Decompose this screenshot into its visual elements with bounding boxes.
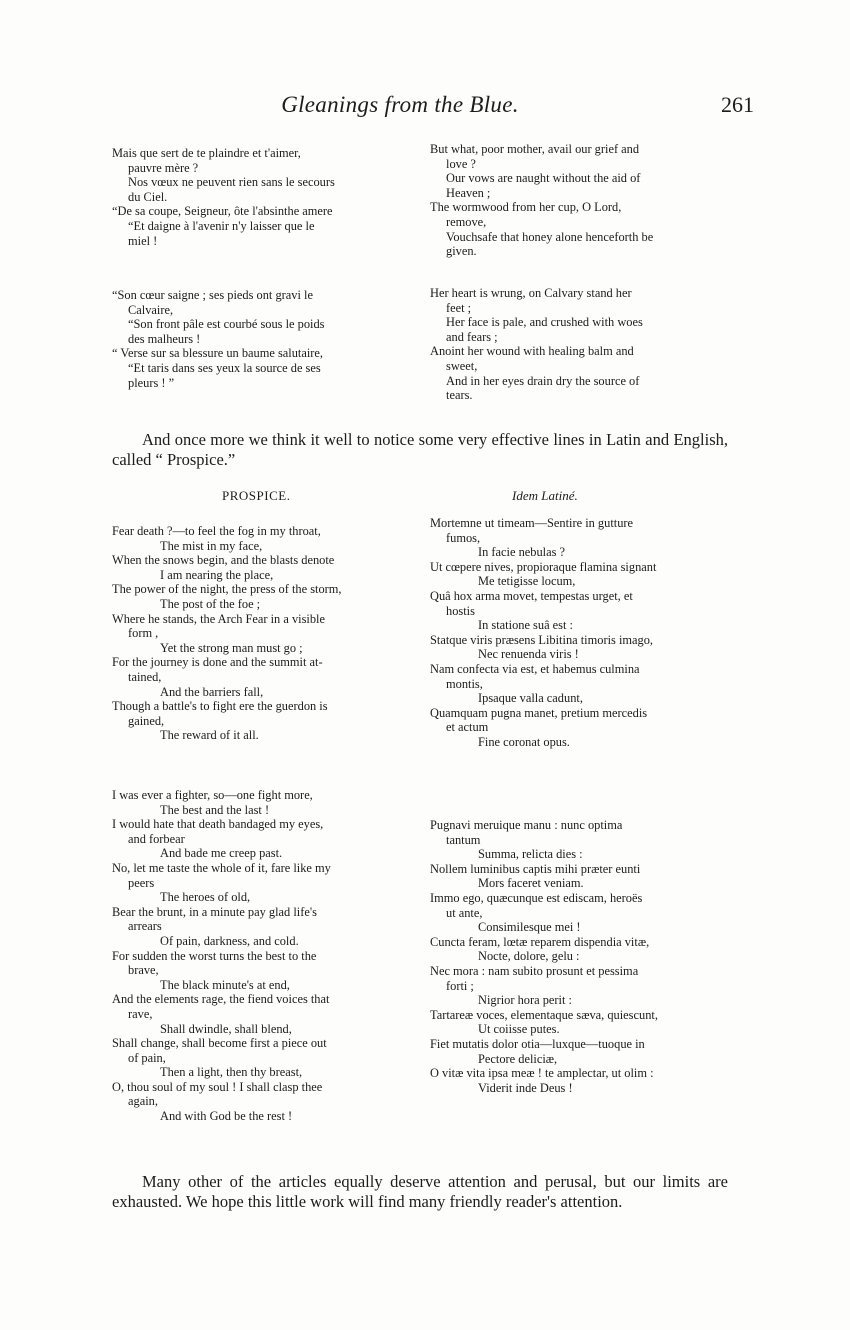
page-number: 261 [721, 92, 754, 117]
verse-line: and forbear [128, 831, 185, 846]
verse-line: again, [128, 1094, 158, 1109]
verse-line: The reward of it all. [160, 728, 259, 743]
verse-line: Fiet mutatis dolor otia—luxque—tuoque in [430, 1036, 645, 1051]
verse-line: Bear the brunt, in a minute pay glad life's [112, 904, 317, 919]
verse-line: The power of the night, the press of the storm, [112, 582, 342, 597]
verse-line: Shall dwindle, shall blend, [160, 1021, 292, 1036]
verse-line: The best and the last ! [160, 802, 270, 817]
verse-line: Pectore deliciæ, [478, 1051, 558, 1066]
verse-line: For sudden the worst turns the best to the [112, 948, 317, 963]
verse-line: and fears ; [446, 329, 498, 344]
verse-line: In statione suâ est : [478, 618, 573, 633]
verse-line: tained, [128, 669, 162, 684]
verse-line: Calvaire, [128, 302, 174, 317]
closing-paragraph-text: Many other of the articles equally deserve attention and perusal, but our limits are exhausted. We hope this little work will find many friendly reader's attention. [112, 1172, 728, 1211]
verse-line: tantum [446, 832, 481, 847]
verse-line: Quâ hox arma movet, tempestas urget, et [430, 588, 633, 603]
verse-line: rave, [128, 1006, 153, 1021]
verse-line: du Ciel. [128, 189, 168, 204]
verse-line: Viderit inde Deus ! [478, 1080, 573, 1095]
verse-line: Her heart is wrung, on Calvary stand her [430, 286, 632, 300]
verse-line: pleurs ! ” [128, 375, 175, 390]
verse-line: Nigrior hora perit : [478, 993, 572, 1008]
verse-line: In facie nebulas ? [478, 545, 566, 560]
verse-line: And with God be the rest ! [160, 1109, 293, 1124]
prospice-english-stanza2 [112, 788, 412, 1124]
verse-line: And the barriers fall, [160, 684, 264, 699]
verse-line: Nollem luminibus captis mihi præter eunti [430, 861, 641, 876]
verse-line: I am nearing the place, [160, 567, 274, 582]
verse-line: fumos, [446, 530, 481, 545]
verse-line: brave, [128, 963, 159, 978]
verse-line: Pugnavi meruique manu : nunc optima [430, 818, 623, 832]
verse-line: Heaven ; [446, 185, 491, 200]
verse-line: Vouchsafe that honey alone henceforth be [446, 229, 654, 244]
verse-line: The wormwood from her cup, O Lord, [430, 200, 622, 215]
verse-line: Mais que sert de te plaindre et t'aimer, [112, 146, 301, 160]
verse-line: Ut coiisse putes. [478, 1022, 560, 1037]
verse-line: Her face is pale, and crushed with woes [446, 315, 643, 330]
running-head-title: Gleanings from the Blue. [281, 92, 519, 117]
verse-line: The black minute's at end, [160, 977, 290, 992]
verse-line: Yet the strong man must go ; [160, 640, 303, 655]
verse-line: O, thou soul of my soul ! I shall clasp thee [112, 1079, 323, 1094]
verse-line: sweet, [446, 358, 478, 373]
verse-line: Statque viris præsens Libitina timoris imago, [430, 632, 654, 647]
prospice-latin-title: Idem Latiné. [512, 488, 578, 503]
verse-line: et actum [446, 720, 489, 735]
verse-line: Mors faceret veniam. [478, 876, 584, 891]
verse-line: Nec renuenda viris ! [478, 647, 579, 662]
verse-line: Fear death ?—to feel the fog in my throat, [112, 524, 321, 538]
verse-line: gained, [128, 713, 165, 728]
verse-line: montis, [446, 676, 483, 691]
verse-line: Shall change, shall become first a piece out [112, 1036, 327, 1051]
verse-line: Fine coronat opus. [478, 734, 570, 749]
verse-line: For the journey is done and the summit at- [112, 655, 323, 670]
prospice-latin-stanza2 [430, 818, 730, 1095]
verse-line: I would hate that death bandaged my eyes, [112, 817, 324, 832]
verse-line: No, let me taste the whole of it, fare like my [112, 860, 331, 875]
verse-line: of pain, [128, 1050, 166, 1065]
verse-line: Anoint her wound with healing balm and [430, 344, 634, 359]
verse-line: Nec mora : nam subito prosunt et pessima [430, 963, 639, 978]
verse-line: given. [446, 244, 477, 259]
verse-line: peers [128, 875, 155, 890]
verse-line: “De sa coupe, Seigneur, ôte l'absinthe amere [112, 204, 333, 219]
verse-line: Nos vœux ne peuvent rien sans le secours [128, 175, 335, 190]
verse-line: The post of the foe ; [160, 596, 261, 611]
verse-line: feet ; [446, 300, 472, 315]
closing-paragraph [112, 1172, 728, 1212]
verse-line: form , [128, 626, 159, 641]
verse-line: ut ante, [446, 905, 483, 920]
verse-line: Immo ego, quæcunque est ediscam, heroës [430, 890, 643, 905]
poem1-english-stanza2 [430, 286, 730, 403]
verse-line: Nocte, dolore, gelu : [478, 949, 580, 964]
verse-line: hostis [446, 603, 475, 618]
prospice-english-title: PROSPICE. [222, 488, 291, 503]
verse-line: pauvre mère ? [128, 160, 199, 175]
verse-line: arrears [128, 919, 162, 934]
verse-line: Ut cœpere nives, propioraque flamina signant [430, 559, 657, 574]
verse-line: remove, [446, 214, 487, 229]
verse-line: I was ever a fighter, so—one fight more, [112, 788, 313, 802]
prospice-latin-stanza1 [430, 516, 730, 750]
verse-line: Then a light, then thy breast, [160, 1065, 303, 1080]
verse-line: Where he stands, the Arch Fear in a visible [112, 611, 325, 626]
poem1-french-stanza1 [112, 146, 412, 248]
poem1-french-stanza2 [112, 288, 412, 390]
verse-line: forti ; [446, 978, 474, 993]
verse-line: Of pain, darkness, and cold. [160, 933, 299, 948]
verse-line: Ipsaque valla cadunt, [478, 691, 583, 706]
verse-line: The heroes of old, [160, 890, 251, 905]
verse-line: love ? [446, 156, 476, 171]
verse-line: Though a battle's to fight ere the guerdon is [112, 699, 328, 714]
verse-line: Me tetigisse locum, [478, 574, 576, 589]
verse-line: When the snows begin, and the blasts denote [112, 553, 335, 568]
poem1-english-stanza1 [430, 142, 730, 259]
verse-line: “Et daigne à l'avenir n'y laisser que le [128, 218, 315, 233]
verse-line: And bade me creep past. [160, 846, 283, 861]
verse-line: “Et taris dans ses yeux la source de ses [128, 360, 321, 375]
intro-paragraph [112, 430, 728, 470]
verse-line: “Son front pâle est courbé sous le poids [128, 317, 325, 332]
verse-line: tears. [446, 388, 473, 403]
verse-line: Consimilesque mei ! [478, 920, 581, 935]
verse-line: Mortemne ut timeam—Sentire in gutture [430, 516, 634, 530]
verse-line: Our vows are naught without the aid of [446, 171, 641, 186]
verse-line: Summa, relicta dies : [478, 847, 583, 862]
verse-line: The mist in my face, [160, 538, 263, 553]
verse-line: And the elements rage, the fiend voices that [112, 992, 330, 1007]
prospice-english-stanza1 [112, 524, 412, 743]
intro-paragraph-text: And once more we think it well to notice some very effective lines in Latin and English, called “ Prospice.” [112, 430, 728, 469]
verse-line: Cuncta feram, lœtæ reparem dispendia vitæ, [430, 934, 650, 949]
verse-line: “Son cœur saigne ; ses pieds ont gravi le [112, 288, 313, 302]
verse-line: des malheurs ! [128, 331, 201, 346]
verse-line: Nam confecta via est, et habemus culmina [430, 661, 640, 676]
verse-line: Quamquam pugna manet, pretium mercedis [430, 705, 648, 720]
verse-line: And in her eyes drain dry the source of [446, 373, 640, 388]
verse-line: miel ! [128, 233, 158, 248]
verse-line: “ Verse sur sa blessure un baume salutaire, [112, 346, 324, 361]
verse-line: Tartareæ voces, elementaque sæva, quiescunt, [430, 1007, 658, 1022]
verse-line: But what, poor mother, avail our grief and [430, 142, 640, 156]
verse-line: O vitæ vita ipsa meæ ! te amplectar, ut olim : [430, 1066, 654, 1081]
